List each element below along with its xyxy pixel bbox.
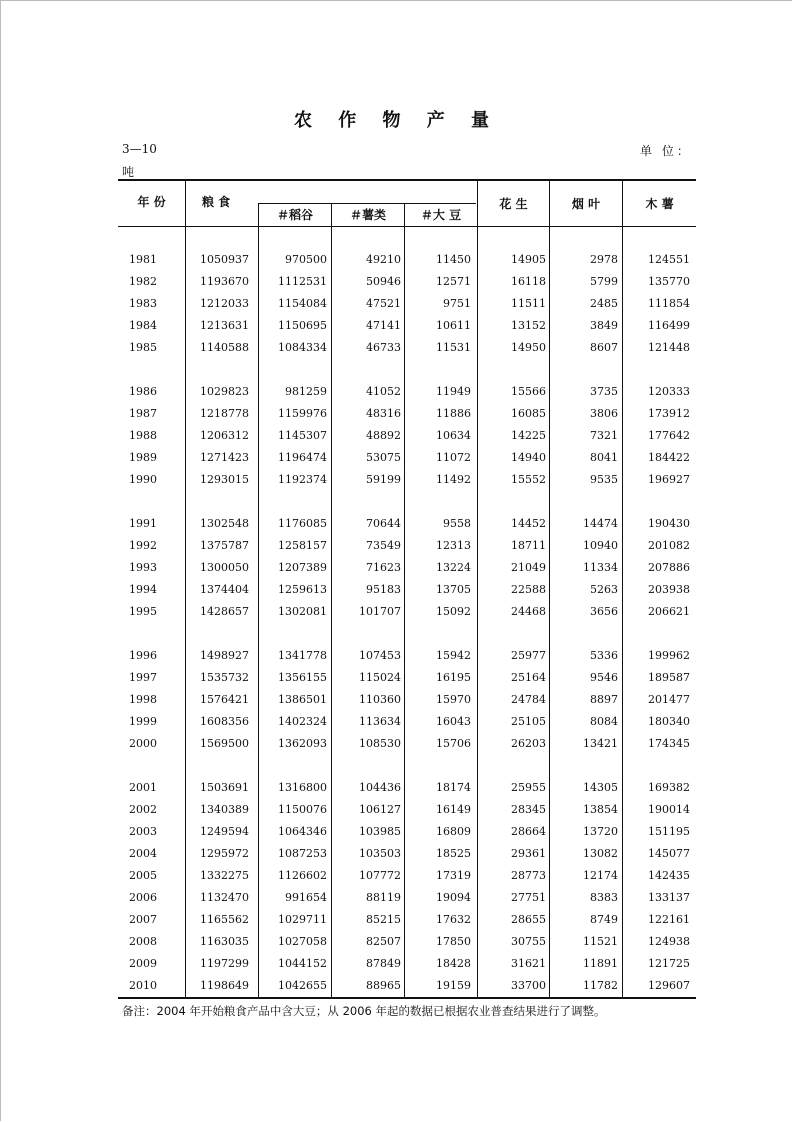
cell-soy: 19094 (436, 891, 471, 904)
cell-tobacco: 5336 (590, 649, 618, 662)
cell-grain: 1206312 (200, 429, 249, 442)
cell-cassava: 142435 (648, 869, 690, 882)
table-row (0, 888, 793, 910)
cell-grain: 1271423 (200, 451, 249, 464)
cell-tobacco: 13082 (583, 847, 618, 860)
table-top-rule (118, 179, 696, 181)
cell-peanut: 14950 (511, 341, 546, 354)
cell-year: 1995 (129, 605, 157, 618)
cell-tuber: 41052 (366, 385, 401, 398)
cell-peanut: 18711 (511, 539, 546, 552)
cell-tuber: 113634 (359, 715, 401, 728)
cell-soy: 13705 (436, 583, 471, 596)
cell-rice: 1341778 (278, 649, 327, 662)
cell-peanut: 15566 (511, 385, 546, 398)
table-row (0, 382, 793, 404)
cell-cassava: 111854 (648, 297, 690, 310)
table-row (0, 514, 793, 536)
cell-grain: 1165562 (200, 913, 249, 926)
cell-soy: 16043 (436, 715, 471, 728)
cell-tuber: 107453 (359, 649, 401, 662)
group-spacer (0, 624, 793, 646)
cell-soy: 15706 (436, 737, 471, 750)
cell-year: 2002 (129, 803, 157, 816)
cell-tobacco: 5799 (590, 275, 618, 288)
cell-soy: 10611 (436, 319, 471, 332)
cell-rice: 1084334 (278, 341, 327, 354)
cell-tobacco: 11782 (583, 979, 618, 992)
unit-value: 吨 (122, 165, 135, 179)
cell-tuber: 71623 (366, 561, 401, 574)
cell-cassava: 207886 (648, 561, 690, 574)
cell-tobacco: 12174 (583, 869, 618, 882)
cell-tobacco: 11334 (583, 561, 618, 574)
cell-tuber: 46733 (366, 341, 401, 354)
cell-tuber: 101707 (359, 605, 401, 618)
page-title: 农 作 物 产 量 (293, 110, 500, 131)
cell-peanut: 25977 (511, 649, 546, 662)
cell-grain: 1428657 (200, 605, 249, 618)
cell-peanut: 14225 (511, 429, 546, 442)
cell-rice: 970500 (285, 253, 327, 266)
cell-soy: 16149 (436, 803, 471, 816)
cell-grain: 1249594 (200, 825, 249, 838)
cell-rice: 1044152 (278, 957, 327, 970)
cell-year: 1985 (129, 341, 157, 354)
cell-grain: 1332275 (200, 869, 249, 882)
header-tobacco: 烟 叶 (571, 197, 601, 211)
cell-year: 1992 (129, 539, 157, 552)
subheader-rule (258, 203, 476, 204)
cell-grain: 1375787 (200, 539, 249, 552)
cell-peanut: 28655 (511, 913, 546, 926)
cell-rice: 1192374 (278, 473, 327, 486)
header-soy: ＃大 豆 (420, 208, 462, 222)
cell-tobacco: 10940 (583, 539, 618, 552)
cell-rice: 981259 (285, 385, 327, 398)
cell-tobacco: 9535 (590, 473, 618, 486)
cell-peanut: 14452 (511, 517, 546, 530)
cell-rice: 1196474 (278, 451, 327, 464)
cell-cassava: 151195 (648, 825, 690, 838)
table-row (0, 646, 793, 668)
header-peanut: 花 生 (499, 197, 528, 211)
cell-soy: 16809 (436, 825, 471, 838)
cell-year: 1983 (129, 297, 157, 310)
cell-grain: 1608356 (200, 715, 249, 728)
cell-cassava: 196927 (648, 473, 690, 486)
table-row (0, 558, 793, 580)
cell-rice: 1154084 (278, 297, 327, 310)
cell-tuber: 88965 (366, 979, 401, 992)
table-row (0, 470, 793, 492)
cell-year: 2009 (129, 957, 157, 970)
cell-year: 1999 (129, 715, 157, 728)
cell-grain: 1197299 (200, 957, 249, 970)
table-row (0, 580, 793, 602)
cell-cassava: 203938 (648, 583, 690, 596)
cell-cassava: 129607 (648, 979, 690, 992)
cell-soy: 11886 (436, 407, 471, 420)
cell-rice: 1087253 (278, 847, 327, 860)
cell-grain: 1163035 (200, 935, 249, 948)
cell-peanut: 14905 (511, 253, 546, 266)
table-row (0, 778, 793, 800)
table-row (0, 822, 793, 844)
table-row (0, 976, 793, 998)
cell-soy: 11450 (436, 253, 471, 266)
cell-peanut: 21049 (511, 561, 546, 574)
cell-grain: 1374404 (200, 583, 249, 596)
cell-rice: 1259613 (278, 583, 327, 596)
table-row (0, 866, 793, 888)
group-spacer (0, 756, 793, 778)
cell-rice: 1150695 (278, 319, 327, 332)
cell-grain: 1498927 (200, 649, 249, 662)
cell-peanut: 25955 (511, 781, 546, 794)
cell-tobacco: 7321 (590, 429, 618, 442)
group-spacer (0, 492, 793, 514)
cell-cassava: 124551 (648, 253, 690, 266)
header-tuber: ＃薯类 (349, 208, 386, 222)
cell-year: 1982 (129, 275, 157, 288)
cell-rice: 1126602 (278, 869, 327, 882)
cell-grain: 1300050 (200, 561, 249, 574)
cell-peanut: 28664 (511, 825, 546, 838)
cell-year: 1981 (129, 253, 157, 266)
cell-tobacco: 11891 (583, 957, 618, 970)
cell-rice: 1064346 (278, 825, 327, 838)
table-row (0, 426, 793, 448)
cell-cassava: 199962 (648, 649, 690, 662)
header-rice: ＃稻谷 (276, 208, 313, 222)
cell-tuber: 59199 (366, 473, 401, 486)
cell-year: 1997 (129, 671, 157, 684)
cell-grain: 1029823 (200, 385, 249, 398)
cell-tobacco: 8897 (590, 693, 618, 706)
table-row (0, 690, 793, 712)
cell-grain: 1302548 (200, 517, 249, 530)
cell-tuber: 110360 (359, 693, 401, 706)
footnote: 备注：2004 年开始粮食产品中含大豆；从 2006 年起的数据已根据农业普查结果进行了调整。 (122, 1004, 606, 1018)
cell-year: 1998 (129, 693, 157, 706)
cell-cassava: 124938 (648, 935, 690, 948)
cell-rice: 1029711 (278, 913, 327, 926)
cell-tobacco: 2978 (590, 253, 618, 266)
cell-year: 1994 (129, 583, 157, 596)
cell-rice: 1027058 (278, 935, 327, 948)
table-row (0, 844, 793, 866)
cell-year: 1989 (129, 451, 157, 464)
table-row (0, 316, 793, 338)
cell-year: 1990 (129, 473, 157, 486)
cell-rice: 991654 (285, 891, 327, 904)
cell-year: 1996 (129, 649, 157, 662)
cell-soy: 17319 (436, 869, 471, 882)
table-row (0, 954, 793, 976)
header-year: 年 份 (137, 195, 166, 209)
cell-cassava: 135770 (648, 275, 690, 288)
cell-tuber: 87849 (366, 957, 401, 970)
cell-cassava: 145077 (648, 847, 690, 860)
cell-rice: 1316800 (278, 781, 327, 794)
cell-year: 2006 (129, 891, 157, 904)
cell-tuber: 82507 (366, 935, 401, 948)
cell-tuber: 53075 (366, 451, 401, 464)
cell-peanut: 31621 (511, 957, 546, 970)
cell-rice: 1386501 (278, 693, 327, 706)
cell-year: 2004 (129, 847, 157, 860)
table-row (0, 800, 793, 822)
cell-grain: 1569500 (200, 737, 249, 750)
cell-tobacco: 8749 (590, 913, 618, 926)
cell-rice: 1402324 (278, 715, 327, 728)
cell-tobacco: 13421 (583, 737, 618, 750)
cell-year: 1991 (129, 517, 157, 530)
cell-peanut: 24468 (511, 605, 546, 618)
cell-grain: 1295972 (200, 847, 249, 860)
cell-grain: 1503691 (200, 781, 249, 794)
cell-rice: 1258157 (278, 539, 327, 552)
cell-tuber: 48892 (366, 429, 401, 442)
cell-peanut: 16118 (511, 275, 546, 288)
cell-peanut: 33700 (511, 979, 546, 992)
cell-peanut: 16085 (511, 407, 546, 420)
cell-grain: 1132470 (200, 891, 249, 904)
cell-tuber: 108530 (359, 737, 401, 750)
cell-soy: 15942 (436, 649, 471, 662)
cell-year: 2008 (129, 935, 157, 948)
cell-grain: 1198649 (200, 979, 249, 992)
header-grain: 粮 食 (202, 195, 231, 209)
cell-tuber: 103503 (359, 847, 401, 860)
cell-peanut: 22588 (511, 583, 546, 596)
cell-peanut: 27751 (511, 891, 546, 904)
cell-cassava: 169382 (648, 781, 690, 794)
cell-grain: 1193670 (200, 275, 249, 288)
cell-grain: 1340389 (200, 803, 249, 816)
cell-rice: 1207389 (278, 561, 327, 574)
cell-grain: 1050937 (200, 253, 249, 266)
cell-year: 1984 (129, 319, 157, 332)
cell-grain: 1212033 (200, 297, 249, 310)
cell-cassava: 121725 (648, 957, 690, 970)
table-row (0, 448, 793, 470)
cell-peanut: 30755 (511, 935, 546, 948)
cell-peanut: 28773 (511, 869, 546, 882)
cell-tobacco: 11521 (583, 935, 618, 948)
cell-tobacco: 8084 (590, 715, 618, 728)
cell-soy: 18428 (436, 957, 471, 970)
cell-tuber: 106127 (359, 803, 401, 816)
cell-soy: 19159 (436, 979, 471, 992)
cell-cassava: 116499 (648, 319, 690, 332)
table-row (0, 910, 793, 932)
table-row (0, 734, 793, 756)
cell-cassava: 189587 (648, 671, 690, 684)
cell-grain: 1535732 (200, 671, 249, 684)
cell-rice: 1176085 (278, 517, 327, 530)
table-row (0, 932, 793, 954)
cell-year: 2010 (129, 979, 157, 992)
cell-tobacco: 13720 (583, 825, 618, 838)
cell-rice: 1159976 (278, 407, 327, 420)
cell-tuber: 73549 (366, 539, 401, 552)
cell-tuber: 48316 (366, 407, 401, 420)
cell-tobacco: 3735 (590, 385, 618, 398)
cell-soy: 17850 (436, 935, 471, 948)
cell-grain: 1213631 (200, 319, 249, 332)
cell-peanut: 29361 (511, 847, 546, 860)
cell-tuber: 95183 (366, 583, 401, 596)
cell-tobacco: 14305 (583, 781, 618, 794)
cell-cassava: 206621 (648, 605, 690, 618)
cell-soy: 18525 (436, 847, 471, 860)
cell-tuber: 70644 (366, 517, 401, 530)
cell-rice: 1362093 (278, 737, 327, 750)
cell-year: 2007 (129, 913, 157, 926)
cell-peanut: 28345 (511, 803, 546, 816)
cell-tuber: 49210 (366, 253, 401, 266)
cell-tuber: 103985 (359, 825, 401, 838)
cell-soy: 12571 (436, 275, 471, 288)
cell-rice: 1042655 (278, 979, 327, 992)
cell-cassava: 120333 (648, 385, 690, 398)
cell-peanut: 25164 (511, 671, 546, 684)
cell-soy: 15092 (436, 605, 471, 618)
cell-peanut: 11511 (511, 297, 546, 310)
cell-cassava: 173912 (648, 407, 690, 420)
cell-peanut: 26203 (511, 737, 546, 750)
cell-tobacco: 2485 (590, 297, 618, 310)
table-body (0, 250, 793, 998)
cell-soy: 11072 (436, 451, 471, 464)
table-row (0, 536, 793, 558)
table-row (0, 250, 793, 272)
cell-tuber: 47141 (366, 319, 401, 332)
cell-year: 2005 (129, 869, 157, 882)
cell-year: 2001 (129, 781, 157, 794)
cell-tuber: 85215 (366, 913, 401, 926)
cell-year: 1993 (129, 561, 157, 574)
cell-rice: 1356155 (278, 671, 327, 684)
cell-cassava: 174345 (648, 737, 690, 750)
cell-cassava: 133137 (648, 891, 690, 904)
cell-grain: 1218778 (200, 407, 249, 420)
cell-soy: 18174 (436, 781, 471, 794)
cell-tobacco: 3849 (590, 319, 618, 332)
cell-soy: 17632 (436, 913, 471, 926)
cell-peanut: 24784 (511, 693, 546, 706)
cell-year: 1987 (129, 407, 157, 420)
cell-tobacco: 5263 (590, 583, 618, 596)
table-number: 3—10 (122, 142, 157, 156)
cell-tobacco: 14474 (583, 517, 618, 530)
cell-cassava: 184422 (648, 451, 690, 464)
cell-cassava: 122161 (648, 913, 690, 926)
cell-soy: 9751 (443, 297, 471, 310)
cell-year: 1986 (129, 385, 157, 398)
cell-tuber: 47521 (366, 297, 401, 310)
cell-rice: 1302081 (278, 605, 327, 618)
unit-label: 单 位： (640, 144, 692, 158)
cell-cassava: 201477 (648, 693, 690, 706)
cell-peanut: 15552 (511, 473, 546, 486)
cell-soy: 9558 (443, 517, 471, 530)
cell-peanut: 25105 (511, 715, 546, 728)
table-row (0, 294, 793, 316)
cell-tobacco: 8607 (590, 341, 618, 354)
cell-soy: 11492 (436, 473, 471, 486)
cell-cassava: 180340 (648, 715, 690, 728)
header-cassava: 木 薯 (645, 197, 674, 211)
table-row (0, 712, 793, 734)
cell-soy: 15970 (436, 693, 471, 706)
cell-tuber: 115024 (359, 671, 401, 684)
cell-soy: 10634 (436, 429, 471, 442)
cell-tobacco: 8383 (590, 891, 618, 904)
cell-tuber: 50946 (366, 275, 401, 288)
cell-year: 2000 (129, 737, 157, 750)
cell-soy: 12313 (436, 539, 471, 552)
cell-rice: 1150076 (278, 803, 327, 816)
header-bottom-rule (118, 226, 696, 227)
cell-tobacco: 9546 (590, 671, 618, 684)
group-spacer (0, 360, 793, 382)
cell-cassava: 177642 (648, 429, 690, 442)
cell-tobacco: 8041 (590, 451, 618, 464)
table-row (0, 668, 793, 690)
cell-peanut: 13152 (511, 319, 546, 332)
table-row (0, 602, 793, 624)
cell-cassava: 190014 (648, 803, 690, 816)
cell-tobacco: 13854 (583, 803, 618, 816)
cell-tuber: 104436 (359, 781, 401, 794)
cell-cassava: 121448 (648, 341, 690, 354)
cell-soy: 13224 (436, 561, 471, 574)
cell-soy: 11949 (436, 385, 471, 398)
cell-tobacco: 3656 (590, 605, 618, 618)
cell-rice: 1145307 (278, 429, 327, 442)
cell-soy: 11531 (436, 341, 471, 354)
cell-tobacco: 3806 (590, 407, 618, 420)
table-row (0, 272, 793, 294)
cell-grain: 1576421 (200, 693, 249, 706)
cell-tuber: 107772 (359, 869, 401, 882)
cell-cassava: 201082 (648, 539, 690, 552)
cell-grain: 1293015 (200, 473, 249, 486)
cell-rice: 1112531 (278, 275, 327, 288)
table-row (0, 338, 793, 360)
cell-cassava: 190430 (648, 517, 690, 530)
cell-year: 2003 (129, 825, 157, 838)
cell-year: 1988 (129, 429, 157, 442)
cell-grain: 1140588 (200, 341, 249, 354)
table-row (0, 404, 793, 426)
cell-tuber: 88119 (366, 891, 401, 904)
cell-soy: 16195 (436, 671, 471, 684)
cell-peanut: 14940 (511, 451, 546, 464)
